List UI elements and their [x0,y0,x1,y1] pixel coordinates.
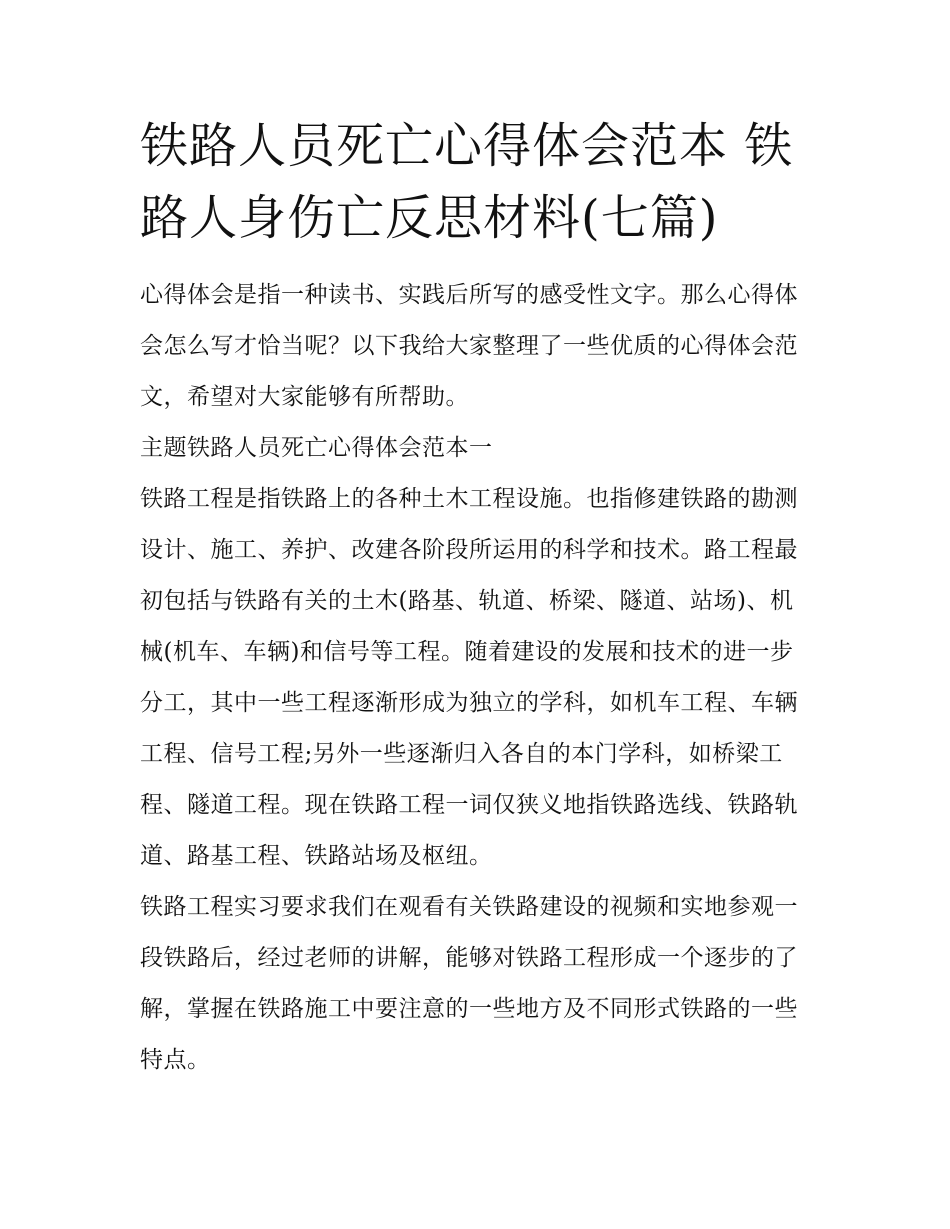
document-title: 铁路人员死亡心得体会范本 铁路人身伤亡反思材料(七篇) [140,118,794,246]
section-heading: 主题铁路人员死亡心得体会范本一 [140,435,493,461]
body-paragraph-2: 铁路工程实习要求我们在观看有关铁路建设的视频和实地参观一段铁路后，经过老师的讲解，能够对铁路工程形成一个逐步的了解，掌握在铁路施工中要注意的一些地方及不同形式铁路的一些特点。 [140,894,798,1073]
intro-paragraph: 心得体会是指一种读书、实践后所写的感受性文字。那么心得体会怎么写才恰当呢？以下我给大家整理了一些优质的心得体会范文，希望对大家能够有所帮助。 [140,282,798,410]
body-paragraph-1: 铁路工程是指铁路上的各种土木工程设施。也指修建铁路的勘测设计、施工、养护、改建各阶段所运用的科学和技术。路工程最初包括与铁路有关的土木(路基、轨道、桥梁、隧道、站场)、机械(机车、车辆)和信号等工程。随着建设的发展和技术的进一步分工，其中一些工程逐渐形成为独立的学科，如机车工程、车辆工程、信号工程;另外一些逐渐归入各自的本门学科，如桥梁工程、隧道工程。现在铁路工程一词仅狭义地指铁路选线、铁路轨道、路基工程、铁路站场及枢纽。 [140,486,798,869]
